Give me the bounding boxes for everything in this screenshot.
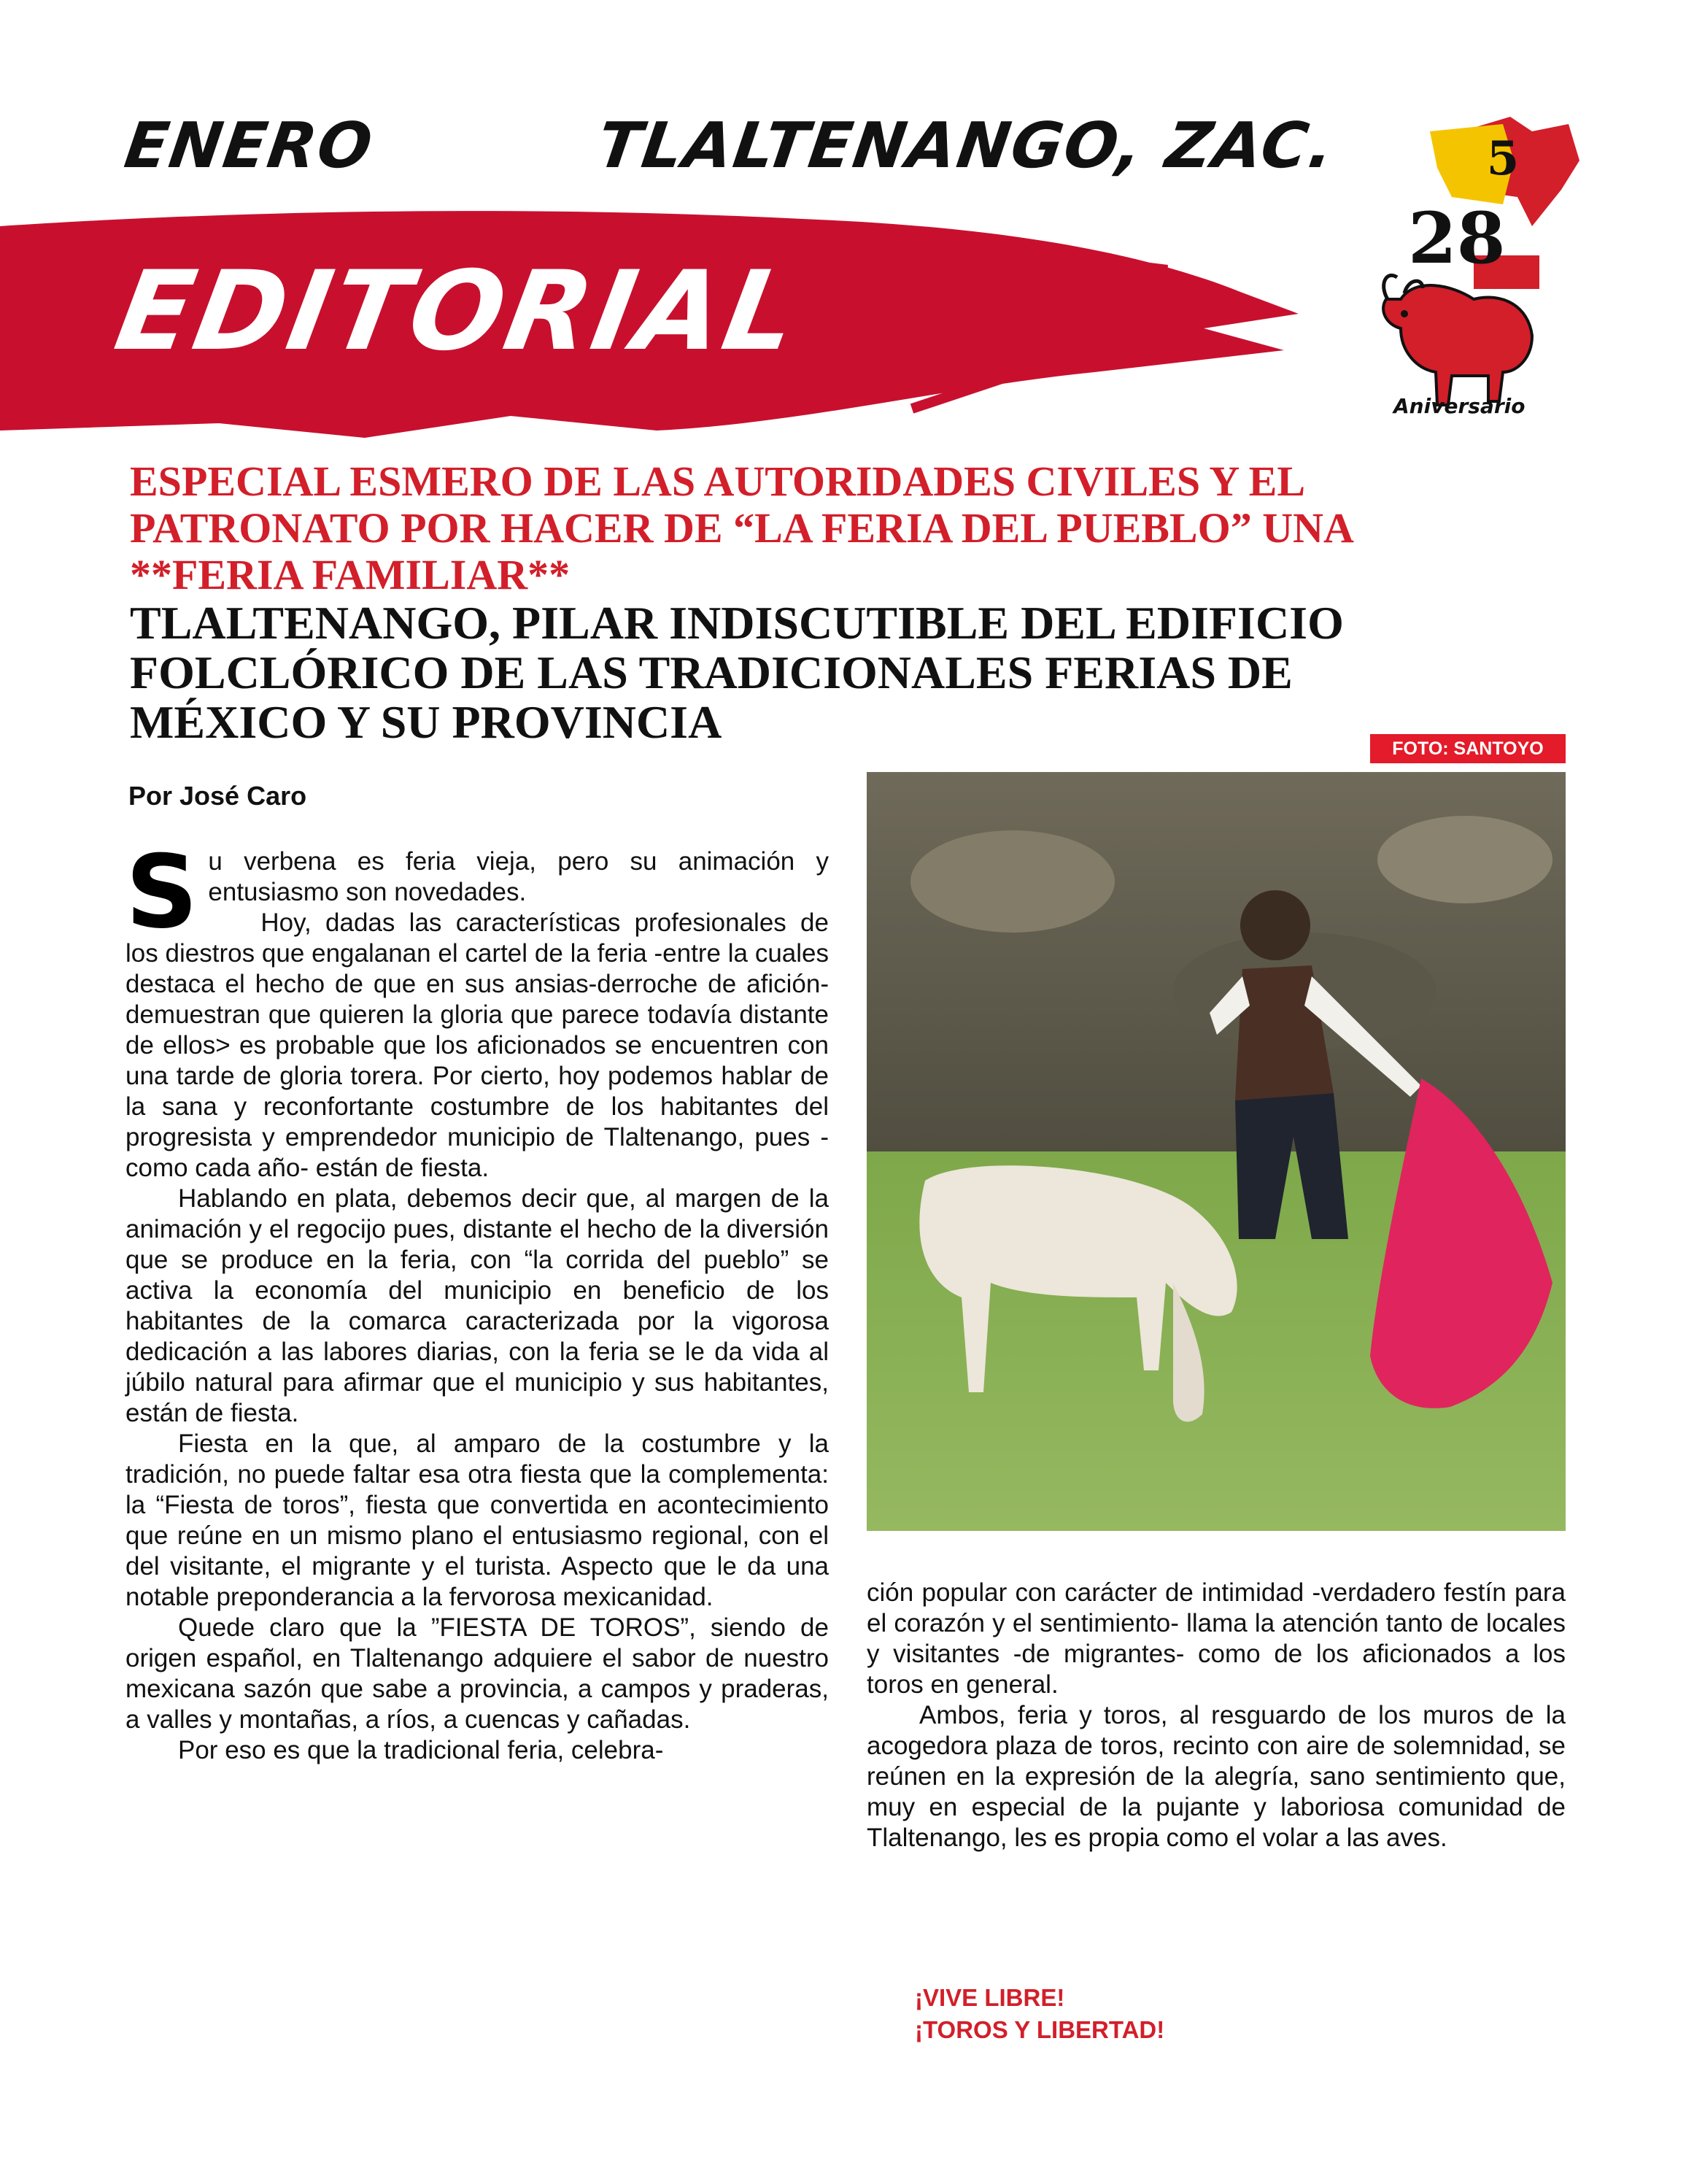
anniversary-label: Aniversario — [1393, 394, 1525, 418]
article-paragraph: Hablando en plata, debemos decir que, al margen de la animación y el regocijo pues, distante el hecho de la diversión que se produce en la feria, con “la corrida del pueblo” se activa la economía del municipio en beneficio de los habitantes de la comarca caracterizada por la vigorosa dedicación a las labores diarias, con la feria se le da vida al júbilo natural para afirmar que el municipio y sus habitantes, están de fiesta. — [125, 1184, 829, 1427]
anniversary-number: 28 — [1408, 197, 1506, 279]
slogan-line: ¡TOROS Y LIBERTAD! — [915, 2016, 1165, 2043]
photo-credit: FOTO: SANTOYO — [1370, 734, 1566, 763]
article-paragraph: Hoy, dadas las características profesionales de los diestros que engalanan el cartel de la feria -entre la cuales destaca el hecho de que en sus ansias-derroche de afición- demuestran que quieren la gloria que parece todavía distante de ellos> es probable que los aficionados se encuentren con una tarde de gloria torera. Por cierto, hoy podemos hablar de la sana y reconfortante costumbre de los habitantes del progresista y emprendedor municipio de Tlaltenango, pues -como cada año- están de fiesta. — [125, 908, 829, 1182]
drop-cap: S — [125, 833, 198, 951]
article-paragraph: Fiesta en la que, al amparo de la costumbre y la tradición, no puede faltar esa otra fiesta que la complementa: la “Fiesta de toros”, fiesta que convertida en acontecimiento que reúne en un mismo plano el entusiasmo regional, con el del visitante, el migrante y el turista. Aspecto que le da una notable preponderancia a la fervorosa mexicanidad. — [125, 1429, 829, 1611]
article-paragraph: Ambos, feria y toros, al resguardo de los muros de la acogedora plaza de toros, recinto con aire de solemnidad, se reúnen en la expresión de la alegría, sano sentimiento que, muy en especial de la pujante y laboriosa comunidad de Tlaltenango, les es propia como el volar a las aves. — [867, 1701, 1566, 1852]
article-paragraph: Por eso es que la tradicional feria, celebra- — [178, 1736, 664, 1764]
byline: Por José Caro — [128, 781, 307, 811]
page-number: 5 — [1486, 131, 1520, 186]
headline-red: ESPECIAL ESMERO DE LAS AUTORIDADES CIVILES Y EL PATRONATO POR HACER DE “LA FERIA DEL PUEBLO” UNA **FERIA FAMILIAR** — [130, 458, 1352, 598]
article-paragraph: Quede claro que la ”FIESTA DE TOROS”, siendo de origen español, en Tlaltenango adquiere el sabor de nuestro mexicana sazón que sabe a provincia, a campos y praderas, a valles y montañas, a ríos, a cuencas y cañadas. — [125, 1613, 829, 1734]
closing-slogans — [915, 1982, 1164, 2046]
bullfighting-photo — [867, 772, 1566, 1531]
section-title: EDITORIAL — [107, 248, 809, 375]
article-column-right — [867, 1578, 1566, 1853]
article-paragraph: ción popular con carácter de intimidad -verdadero festín para el corazón y el sentimiento- llama la atención tanto de locales y visitantes -de migrantes- como de los aficionados a los toros en general. — [867, 1578, 1566, 1699]
slogan-line: ¡VIVE LIBRE! — [915, 1984, 1065, 2011]
dateline-place: TLALTENANGO, ZAC. — [592, 109, 1340, 182]
headline-black: TLALTENANGO, PILAR INDISCUTIBLE DEL EDIFICIO FOLCLÓRICO DE LAS TRADICIONALES FERIAS DE MÉXICO Y SU PROVINCIA — [130, 597, 1344, 748]
article-column-left — [125, 833, 829, 1766]
issue-month: ENERO — [120, 109, 378, 182]
article-paragraph: Su verbena es feria vieja, pero su animación y entusiasmo son novedades. — [125, 833, 829, 951]
